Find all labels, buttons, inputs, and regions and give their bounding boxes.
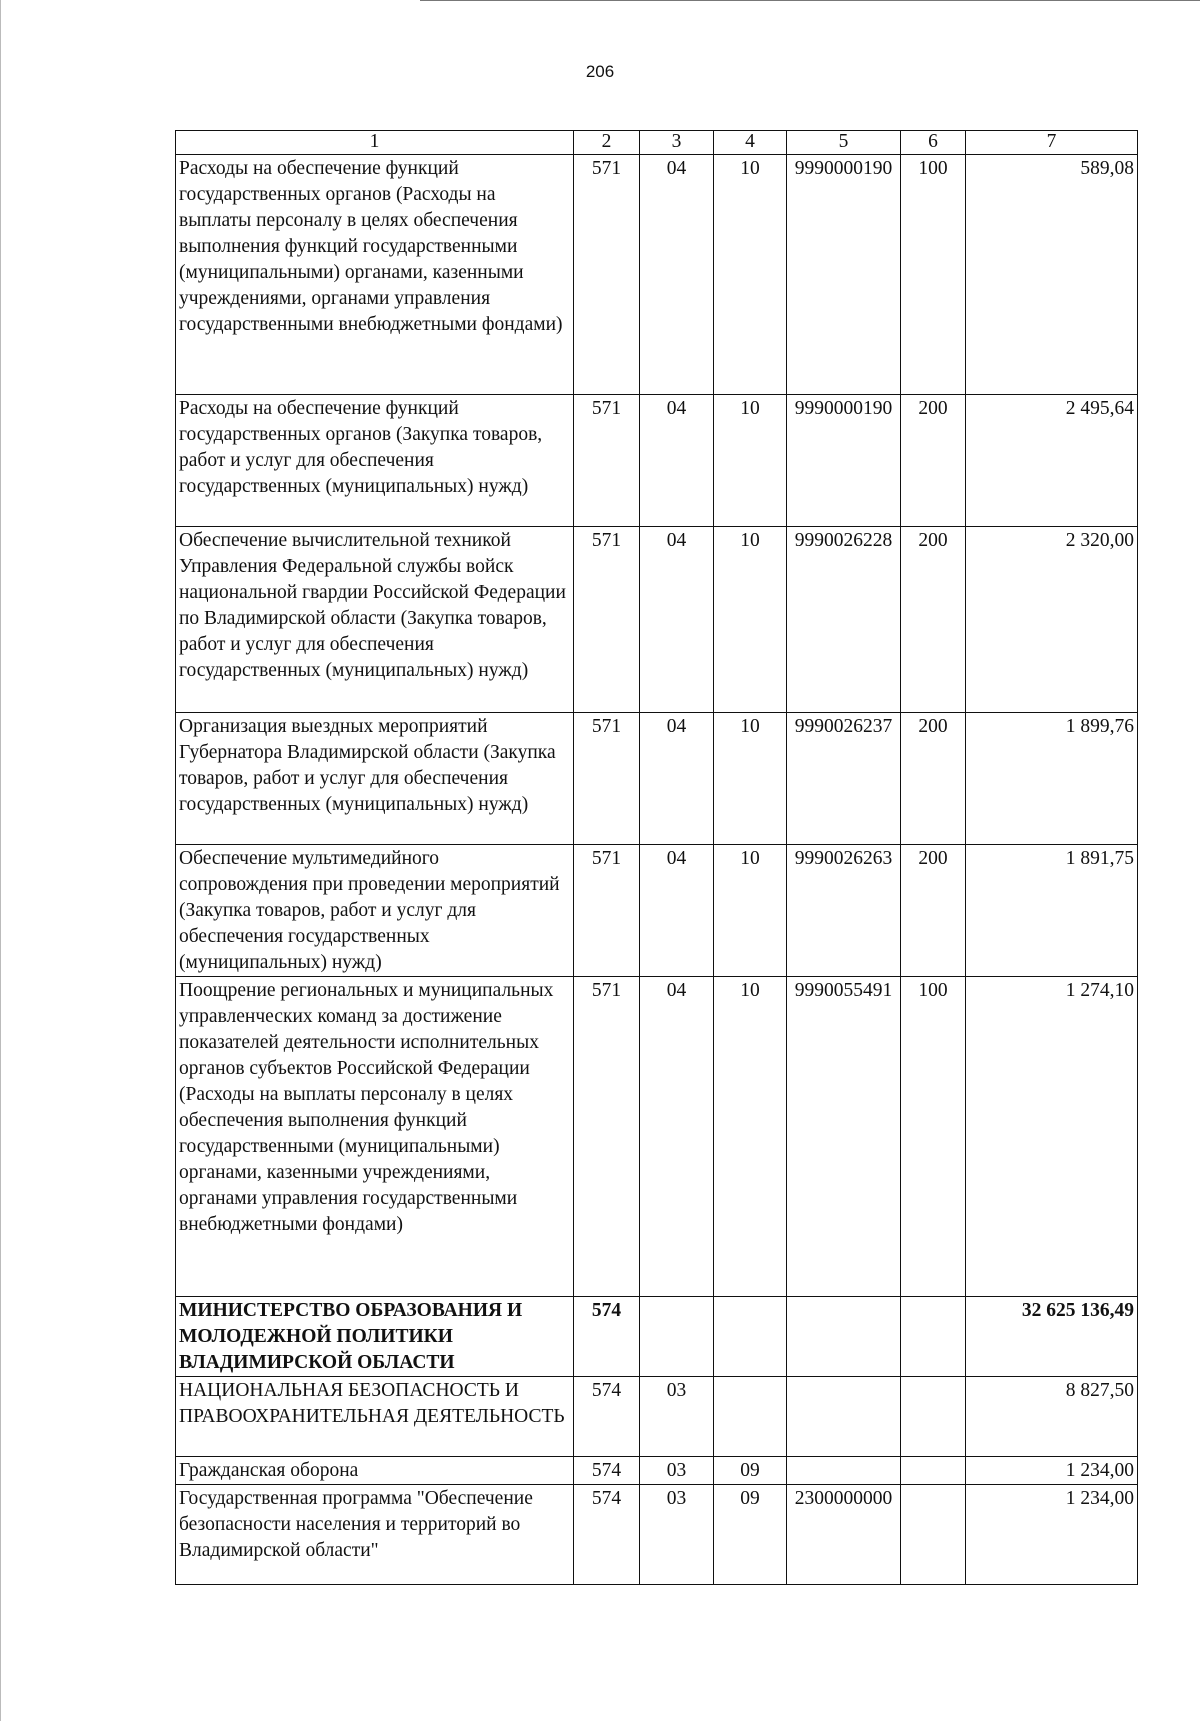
row-grbs: 571 <box>574 977 640 1297</box>
row-target-article: 2300000000 <box>787 1485 901 1585</box>
row-section: 04 <box>640 155 714 395</box>
column-header: 1 <box>176 131 574 155</box>
column-header: 4 <box>714 131 787 155</box>
row-grbs: 571 <box>574 155 640 395</box>
row-section: 03 <box>640 1377 714 1457</box>
row-grbs: 571 <box>574 527 640 713</box>
row-sum: 1 234,00 <box>966 1485 1138 1585</box>
row-subsection: 10 <box>714 155 787 395</box>
budget-table <box>175 130 1138 1585</box>
row-section: 04 <box>640 395 714 527</box>
row-sum: 2 320,00 <box>966 527 1138 713</box>
row-section: 04 <box>640 845 714 977</box>
row-grbs: 574 <box>574 1457 640 1485</box>
row-sum: 1 234,00 <box>966 1457 1138 1485</box>
row-subsection: 09 <box>714 1485 787 1585</box>
table-row <box>176 845 1138 977</box>
row-section: 03 <box>640 1457 714 1485</box>
row-name: МИНИСТЕРСТВО ОБРАЗОВАНИЯ И МОЛОДЕЖНОЙ ПОЛИТИКИ ВЛАДИМИРСКОЙ ОБЛАСТИ <box>176 1297 574 1377</box>
scan-edge-top <box>420 0 1200 1</box>
row-name: Гражданская оборона <box>176 1457 574 1485</box>
row-subsection: 09 <box>714 1457 787 1485</box>
table-row <box>176 1297 1138 1377</box>
row-target-article: 9990000190 <box>787 395 901 527</box>
row-name: НАЦИОНАЛЬНАЯ БЕЗОПАСНОСТЬ И ПРАВООХРАНИТЕЛЬНАЯ ДЕЯТЕЛЬНОСТЬ <box>176 1377 574 1457</box>
row-grbs: 574 <box>574 1377 640 1457</box>
row-sum: 2 495,64 <box>966 395 1138 527</box>
row-sum: 1 891,75 <box>966 845 1138 977</box>
table-row <box>176 713 1138 845</box>
row-grbs: 574 <box>574 1297 640 1377</box>
row-expense-type: 200 <box>901 845 966 977</box>
row-name: Государственная программа "Обеспечение безопасности населения и территорий во Владимирской области" <box>176 1485 574 1585</box>
table-row <box>176 395 1138 527</box>
row-expense-type <box>901 1297 966 1377</box>
row-expense-type: 200 <box>901 713 966 845</box>
row-name: Организация выездных мероприятий Губернатора Владимирской области (Закупка товаров, работ и услуг для обеспечения государственных (муниципальных) нужд) <box>176 713 574 845</box>
row-subsection <box>714 1297 787 1377</box>
column-header: 6 <box>901 131 966 155</box>
row-name: Поощрение региональных и муниципальных управленческих команд за достижение показателей деятельности исполнительных органов субъектов Российской Федерации (Расходы на выплаты персоналу в целях обеспечения выполнения функций государственными (муниципальными) органами, казенными учреждениями, органами управления государственными внебюджетными фондами) <box>176 977 574 1297</box>
row-target-article <box>787 1377 901 1457</box>
row-name: Обеспечение мультимедийного сопровождения при проведении мероприятий (Закупка товаров, работ и услуг для обеспечения государственных (муниципальных) нужд) <box>176 845 574 977</box>
row-expense-type <box>901 1377 966 1457</box>
column-header: 3 <box>640 131 714 155</box>
row-name: Обеспечение вычислительной техникой Управления Федеральной службы войск национальной гвардии Российской Федерации по Владимирской области (Закупка товаров, работ и услуг для обеспечения государственных (муниципальных) нужд) <box>176 527 574 713</box>
row-subsection: 10 <box>714 845 787 977</box>
row-grbs: 574 <box>574 1485 640 1585</box>
row-grbs: 571 <box>574 713 640 845</box>
row-sum: 1 274,10 <box>966 977 1138 1297</box>
row-section: 03 <box>640 1485 714 1585</box>
row-subsection: 10 <box>714 395 787 527</box>
row-expense-type <box>901 1485 966 1585</box>
column-header: 5 <box>787 131 901 155</box>
table-row <box>176 527 1138 713</box>
row-name: Расходы на обеспечение функций государственных органов (Расходы на выплаты персоналу в целях обеспечения выполнения функций государственными (муниципальными) органами, казенными учреждениями, органами управления государственными внебюджетными фондами) <box>176 155 574 395</box>
row-section <box>640 1297 714 1377</box>
row-grbs: 571 <box>574 395 640 527</box>
row-section: 04 <box>640 713 714 845</box>
row-subsection: 10 <box>714 977 787 1297</box>
row-sum: 589,08 <box>966 155 1138 395</box>
row-expense-type: 100 <box>901 155 966 395</box>
row-subsection: 10 <box>714 527 787 713</box>
row-target-article <box>787 1297 901 1377</box>
row-expense-type: 100 <box>901 977 966 1297</box>
row-target-article: 9990026228 <box>787 527 901 713</box>
row-target-article: 9990055491 <box>787 977 901 1297</box>
row-subsection: 10 <box>714 713 787 845</box>
row-target-article: 9990026263 <box>787 845 901 977</box>
row-section: 04 <box>640 977 714 1297</box>
row-expense-type: 200 <box>901 395 966 527</box>
row-sum: 8 827,50 <box>966 1377 1138 1457</box>
table-row <box>176 1377 1138 1457</box>
row-grbs: 571 <box>574 845 640 977</box>
column-header: 7 <box>966 131 1138 155</box>
table-row <box>176 1485 1138 1585</box>
column-header: 2 <box>574 131 640 155</box>
table-row <box>176 1457 1138 1485</box>
row-target-article: 9990000190 <box>787 155 901 395</box>
row-sum: 1 899,76 <box>966 713 1138 845</box>
table-row <box>176 977 1138 1297</box>
table-row <box>176 155 1138 395</box>
row-expense-type: 200 <box>901 527 966 713</box>
row-sum: 32 625 136,49 <box>966 1297 1138 1377</box>
page-number: 206 <box>585 62 615 81</box>
scan-edge-left <box>0 0 1 1721</box>
row-section: 04 <box>640 527 714 713</box>
row-subsection <box>714 1377 787 1457</box>
row-expense-type <box>901 1457 966 1485</box>
row-target-article <box>787 1457 901 1485</box>
table-header-row <box>176 131 1138 155</box>
row-name: Расходы на обеспечение функций государственных органов (Закупка товаров, работ и услуг для обеспечения государственных (муниципальных) нужд) <box>176 395 574 527</box>
row-target-article: 9990026237 <box>787 713 901 845</box>
